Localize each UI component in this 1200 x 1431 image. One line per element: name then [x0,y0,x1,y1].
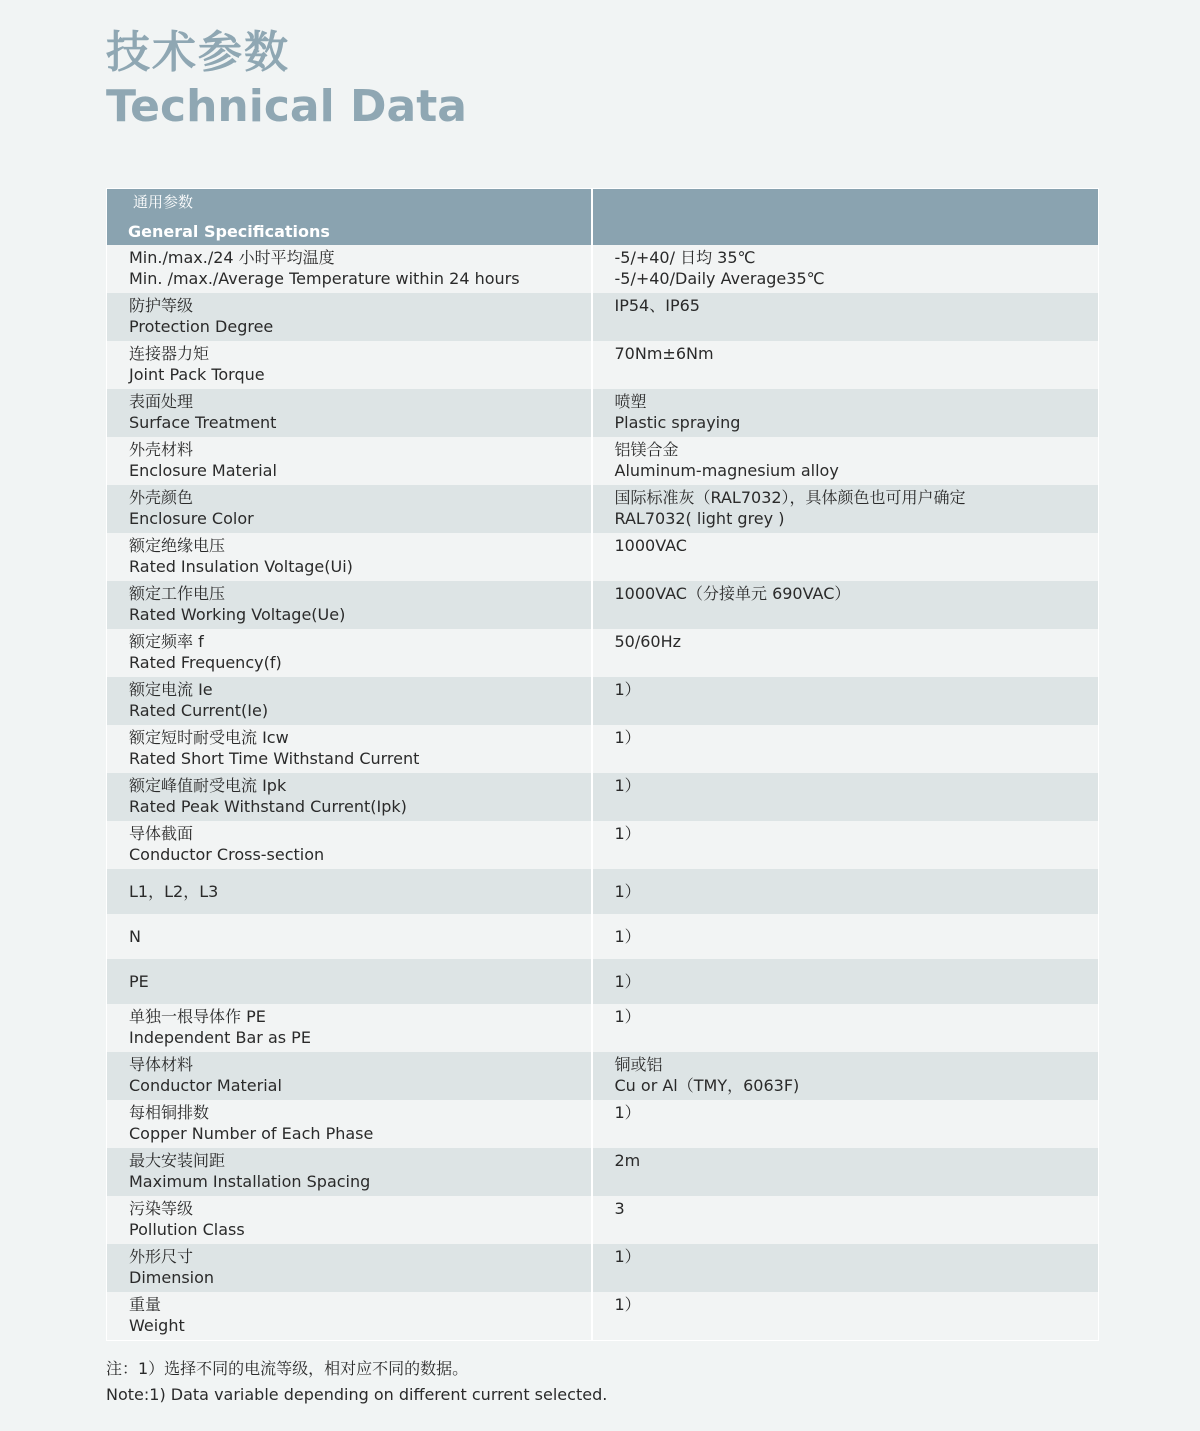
spec-value-cell [592,629,1099,677]
spec-value-line-2: RAL7032( light grey ) [614,509,785,528]
spec-label-cell [107,959,592,1004]
footnote-cn: 注：1）选择不同的电流等级，相对应不同的数据。 [106,1359,469,1378]
table-row [107,773,1099,821]
spec-value-line-1: 1） [614,1247,641,1266]
spec-label-cn: 额定短时耐受电流 Icw [129,728,289,747]
spec-value-cell [592,869,1099,914]
spec-label-en: Rated Working Voltage(Ue) [129,605,346,624]
spec-value-cell [592,914,1099,959]
spec-value-cell [592,389,1099,437]
spec-label-cell [107,341,592,389]
spec-value-line-1: 1） [614,1295,641,1314]
table-row [107,533,1099,581]
spec-value-cell [592,725,1099,773]
table-row [107,245,1099,293]
spec-value-cell [592,1244,1099,1292]
spec-value-cell [592,293,1099,341]
spec-value-cell [592,437,1099,485]
spec-label-en: Rated Peak Withstand Current(Ipk) [129,797,407,816]
spec-label-en: Maximum Installation Spacing [129,1172,371,1191]
table-row [107,1148,1099,1196]
spec-label-en: Surface Treatment [129,413,277,432]
spec-label-cn: Min./max./24 小时平均温度 [129,248,335,267]
spec-label-cn: L1，L2，L3 [129,882,219,901]
spec-label-cn: 每相铜排数 [129,1103,210,1122]
spec-label-cell [107,773,592,821]
table-row [107,725,1099,773]
spec-value-line-1: 1） [614,728,641,747]
table-row [107,437,1099,485]
spec-label-en: Enclosure Material [129,461,277,480]
table-row [107,1052,1099,1100]
spec-label-cn: 单独一根导体作 PE [129,1007,266,1026]
spec-label-en: Rated Short Time Withstand Current [129,749,420,768]
table-row [107,341,1099,389]
spec-label-cn: 连接器力矩 [129,344,210,363]
table-row [107,959,1099,1004]
spec-value-cell [592,1052,1099,1100]
spec-value-line-1: 铜或铝 [614,1055,663,1074]
spec-label-en: Pollution Class [129,1220,245,1239]
table-row [107,914,1099,959]
table-row [107,869,1099,914]
spec-value-line-2: Plastic spraying [614,413,741,432]
spec-label-cn: 外形尺寸 [129,1247,194,1266]
spec-label-cn: 额定频率 f [129,632,204,651]
spec-value-line-1: 铝镁合金 [614,440,679,459]
table-row [107,293,1099,341]
spec-header-cn: 通用参数 [133,193,194,211]
spec-value-cell [592,1292,1099,1340]
spec-value-line-1: 喷塑 [614,392,647,411]
spec-label-cell [107,1292,592,1340]
spec-label-cell [107,1148,592,1196]
spec-label-cell [107,677,592,725]
spec-label-cn: 额定峰值耐受电流 Ipk [129,776,287,795]
spec-value-cell [592,485,1099,533]
table-row [107,677,1099,725]
spec-label-cell [107,1196,592,1244]
spec-value-cell [592,1004,1099,1052]
spec-table [106,188,1099,1341]
spec-label-cell [107,485,592,533]
spec-label-cn: 最大安装间距 [129,1151,226,1170]
table-row [107,581,1099,629]
spec-label-cn: PE [129,972,149,991]
spec-value-cell [592,773,1099,821]
spec-label-cn: 污染等级 [129,1199,194,1218]
spec-label-cell [107,1244,592,1292]
spec-value-cell [592,677,1099,725]
table-row [107,1292,1099,1340]
spec-label-en: Rated Insulation Voltage(Ui) [129,557,353,576]
spec-value-line-1: 1000VAC [614,536,687,555]
spec-value-line-1: 1） [614,1103,641,1122]
spec-label-cn: 外壳材料 [129,440,194,459]
spec-header-empty-cell [592,189,1099,246]
spec-label-cn: 重量 [129,1295,162,1314]
spec-label-en: Rated Frequency(f) [129,653,282,672]
spec-label-en: Joint Pack Torque [129,365,265,384]
spec-value-line-1: 1） [614,776,641,795]
spec-value-cell [592,1196,1099,1244]
spec-value-line-1: 1） [614,972,641,991]
spec-label-en: Conductor Material [129,1076,282,1095]
spec-value-line-2: Cu or Al（TMY，6063F) [614,1076,800,1095]
spec-label-cell [107,581,592,629]
spec-value-cell [592,821,1099,869]
spec-value-cell [592,1100,1099,1148]
spec-value-cell [592,581,1099,629]
spec-label-cell [107,389,592,437]
spec-value-line-1: 1） [614,680,641,699]
spec-label-en: Conductor Cross-section [129,845,325,864]
spec-label-cn: 导体截面 [129,824,194,843]
spec-header-en: General Specifications [128,222,330,241]
spec-label-en: Enclosure Color [129,509,254,528]
table-row [107,1244,1099,1292]
spec-label-cn: 外壳颜色 [129,488,194,507]
spec-label-cell [107,533,592,581]
spec-value-cell [592,533,1099,581]
table-row [107,389,1099,437]
spec-table-header [107,189,1099,246]
spec-value-line-1: 50/60Hz [614,632,682,651]
spec-label-cell [107,293,592,341]
spec-value-line-1: 1000VAC（分接单元 690VAC） [614,584,851,603]
spec-label-en: Protection Degree [129,317,274,336]
spec-label-cn: 导体材料 [129,1055,194,1074]
spec-label-en: Copper Number of Each Phase [129,1124,374,1143]
spec-value-line-1: 1） [614,1007,641,1026]
table-row [107,1100,1099,1148]
spec-label-en: Weight [129,1316,185,1335]
spec-label-cn: 额定电流 Ie [129,680,213,699]
spec-label-cn: 防护等级 [129,296,194,315]
spec-label-en: Rated Current(Ie) [129,701,269,720]
spec-value-cell [592,1148,1099,1196]
spec-label-cell [107,821,592,869]
spec-value-cell [592,341,1099,389]
spec-label-cell [107,1100,592,1148]
spec-label-cn: 额定绝缘电压 [129,536,226,555]
spec-value-line-1: 1） [614,927,641,946]
table-row [107,821,1099,869]
page-title-cn: 技术参数 [106,27,290,78]
spec-value-line-1: 1） [614,824,641,843]
spec-value-line-1: IP54、IP65 [614,296,700,315]
spec-label-cell [107,1004,592,1052]
spec-label-en: Independent Bar as PE [129,1028,311,1047]
spec-label-cell [107,914,592,959]
spec-value-line-2: -5/+40/Daily Average35℃ [614,269,825,288]
spec-label-cell [107,869,592,914]
spec-table-body [107,245,1099,1340]
spec-value-cell [592,959,1099,1004]
spec-label-cell [107,629,592,677]
spec-value-line-1: -5/+40/ 日均 35℃ [614,248,756,267]
table-row [107,1196,1099,1244]
spec-label-cell [107,245,592,293]
spec-label-cn: N [129,927,141,946]
spec-value-line-2: Aluminum-magnesium alloy [614,461,839,480]
spec-label-cell [107,437,592,485]
spec-value-line-1: 3 [614,1199,625,1218]
spec-value-line-1: 1） [614,882,641,901]
spec-label-en: Min. /max./Average Temperature within 24 hours [129,269,520,288]
spec-value-line-1: 2m [614,1151,641,1170]
spec-value-line-1: 国际标准灰（RAL7032），具体颜色也可用户确定 [614,488,966,507]
table-row [107,1004,1099,1052]
page-title-en: Technical Data [106,81,467,132]
footnote-en: Note:1) Data variable depending on different current selected. [106,1385,608,1404]
table-row [107,629,1099,677]
spec-label-cell [107,1052,592,1100]
spec-label-cell [107,725,592,773]
spec-label-cn: 表面处理 [129,392,194,411]
spec-label-en: Dimension [129,1268,215,1287]
spec-value-cell [592,245,1099,293]
spec-header-cell [107,189,592,246]
spec-value-line-1: 70Nm±6Nm [614,344,714,363]
spec-label-cn: 额定工作电压 [129,584,226,603]
table-row [107,485,1099,533]
